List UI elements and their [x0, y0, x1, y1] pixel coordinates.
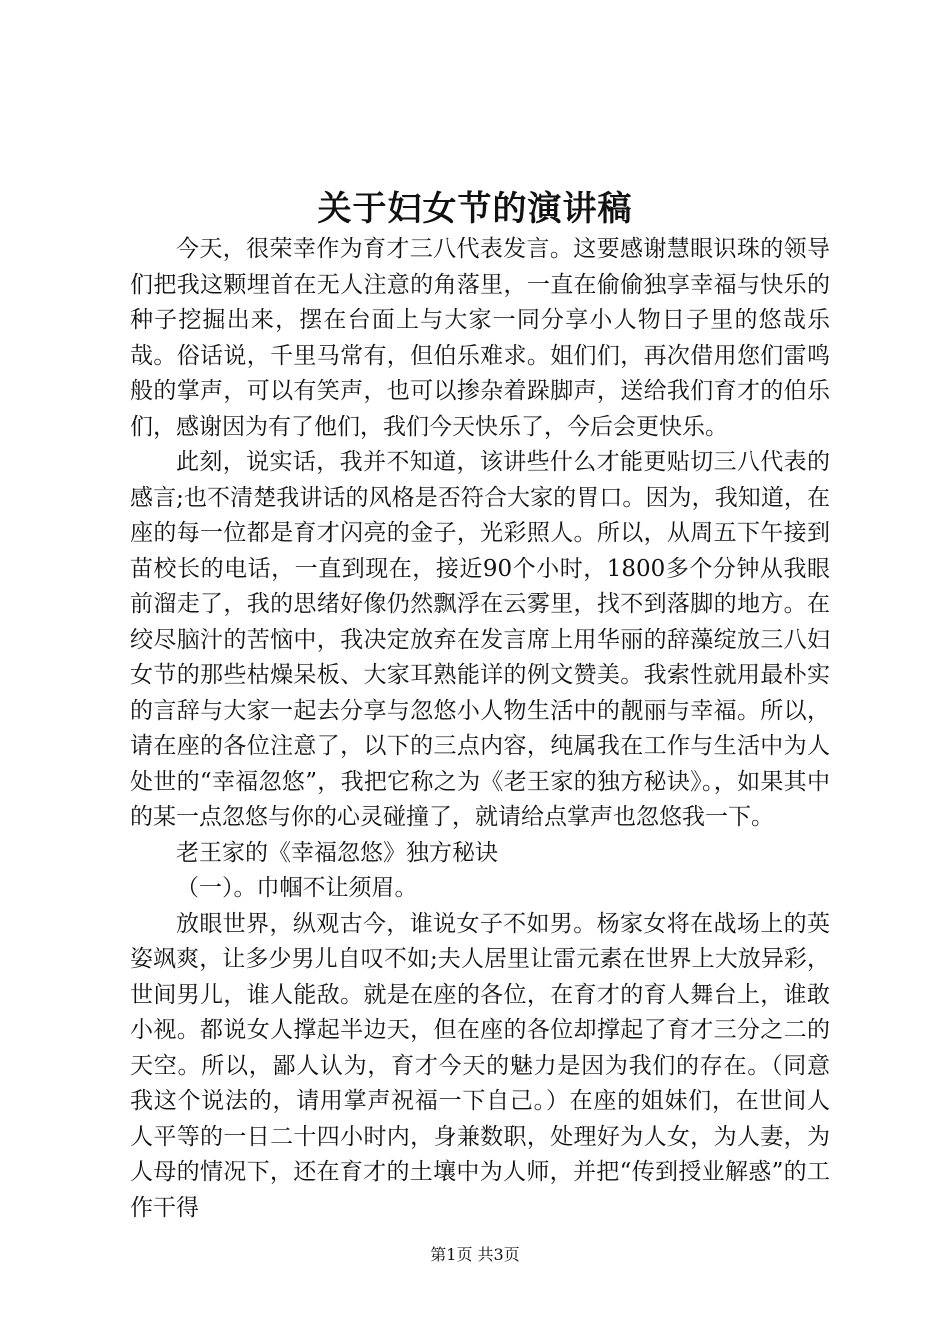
page-number: 第1页 共3页 — [430, 1245, 520, 1264]
section-heading: 老王家的《幸福忽悠》独方秘诀 — [176, 839, 498, 866]
paragraph-intro: 今天，很荣幸作为育才三八代表发言。这要感谢慧眼识珠的领导们把我这颗埋首在无人注意的角落里，一直在偷偷独享幸福与快乐的种子挖掘出来，摆在台面上与大家一同分享小人物日子里的悠哉乐哉。俗话说，千里马常有，但伯乐难求。姐们们，再次借用您们雷鸣般的掌声，可以有笑声，也可以掺杂着跺脚声，送给我们育才的伯乐们，感谢因为有了他们，我们今天快乐了，今后会更快乐。 — [130, 236, 830, 440]
document-title: 关于妇女节的演讲稿 — [317, 189, 633, 229]
paragraph-second: 此刻，说实话，我并不知道，该讲些什么才能更贴切三八代表的感言;也不清楚我讲话的风格是否符合大家的胃口。因为，我知道，在座的每一位都是育才闪亮的金子，光彩照人。所以，从周五下午接到苗校长的电话，一直到现在，接近90个小时，1800多个分钟从我眼前溜走了，我的思绪好像仍然飘浮在云雾里，找不到落脚的地方。在绞尽脑汁的苦恼中，我决定放弃在发言席上用华丽的辞藻绽放三八妇女节的那些枯燥呆板、大家耳熟能详的例文赞美。我索性就用最朴实的言辞与大家一起去分享与忽悠小人物生活中的靓丽与幸福。所以，请在座的各位注意了，以下的三点内容，纯属我在工作与生活中为人处世的“幸福忽悠”，我把它称之为《老王家的独方秘诀》。，如果其中的某一点忽悠与你的心灵碰撞了，就请给点掌声也忽悠我一下。 — [130, 449, 830, 830]
subsection-heading: （一）。巾帼不让须眉。 — [176, 875, 418, 901]
paragraph-third: 放眼世界，纵观古今，谁说女子不如男。杨家女将在战场上的英姿飒爽，让多少男儿自叹不如;夫人居里让雷元素在世界上大放异彩，世间男儿，谁人能敌。就是在座的各位，在育才的育人舞台上，谁敢小视。都说女人撑起半边天，但在座的各位却撑起了育才三分之二的天空。所以，鄙人认为，育才今天的魅力是因为我们的存在。（同意我这个说法的，请用掌声祝福一下自己。）在座的姐妹们，在世间人人平等的一日二十四小时内，身兼数职，处理好为人女，为人妻，为人母的情况下，还在育才的土壤中为人师，并把“传到授业解惑”的工作干得 — [130, 910, 830, 1221]
document-body — [130, 232, 830, 1226]
